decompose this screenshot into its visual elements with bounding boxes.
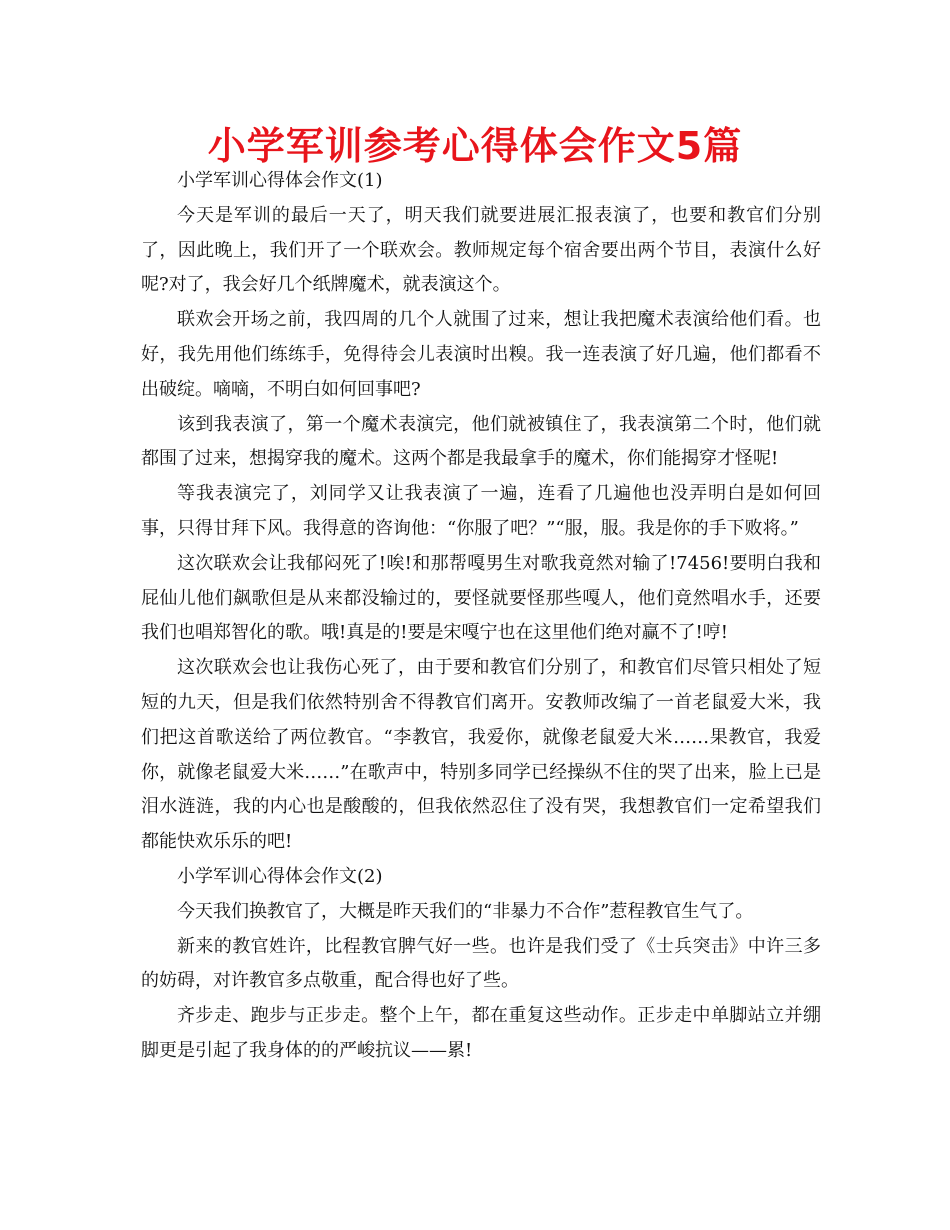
paragraph: 这次联欢会让我郁闷死了!唉!和那帮嘎男生对歌我竟然对输了!7456!要明白我和屁仙儿他们飙歌但是从来都没输过的，要怪就要怪那些嘎人，他们竟然唱水手，还要我们也唱郑智化的歌。哦!真是的!要是宋嘎宁也在这里他们绝对赢不了!哼! <box>141 552 821 644</box>
section-heading: 小学军训心得体会作文(2) <box>177 865 383 887</box>
paragraph: 等我表演完了，刘同学又让我表演了一遍，连看了几遍他也没弄明白是如何回事，只得甘拜下风。我得意的咨询他：“你服了吧？”“服，服。我是你的手下败将。” <box>141 483 821 539</box>
document-body <box>141 164 821 1069</box>
paragraph: 今天我们换教官了，大概是昨天我们的“非暴力不合作”惹程教官生气了。 <box>177 900 754 922</box>
paragraph: 这次联欢会也让我伤心死了，由于要和教官们分别了，和教官们尽管只相处了短短的九天，但是我们依然特别舍不得教官们离开。安教师改编了一首老鼠爱大米，我们把这首歌送给了两位教官。“李教官，我爱你，就像老鼠爱大米……果教官，我爱你，就像老鼠爱大米……”在歌声中，特别多同学已经操纵不住的哭了出来，脸上已是泪水涟涟，我的内心也是酸酸的，但我依然忍住了没有哭，我想教官们一定希望我们都能快欢乐乐的吧! <box>141 657 821 853</box>
section-heading: 小学军训心得体会作文(1) <box>177 170 383 191</box>
paragraph: 该到我表演了，第一个魔术表演完，他们就被镇住了，我表演第二个时，他们就都围了过来，想揭穿我的魔术。这两个都是我最拿手的魔术，你们能揭穿才怪呢! <box>141 413 821 470</box>
document-title: 小学军训参考心得体会作文5篇 <box>207 124 743 168</box>
paragraph: 今天是军训的最后一天了，明天我们就要进展汇报表演了，也要和教官们分别了，因此晚上，我们开了一个联欢会。教师规定每个宿舍要出两个节目，表演什么好呢?对了，我会好几个纸牌魔术，就表演这个。 <box>141 204 821 296</box>
paragraph: 齐步走、跑步与正步走。整个上午，都在重复这些动作。正步走中单脚站立并绷脚更是引起了我身体的的严峻抗议——累! <box>141 1005 821 1061</box>
paragraph: 新来的教官姓许，比程教官脾气好一些。也许是我们受了《士兵突击》中许三多的妨碍，对许教官多点敬重，配合得也好了些。 <box>141 935 821 992</box>
paragraph: 联欢会开场之前，我四周的几个人就围了过来，想让我把魔术表演给他们看。也好，我先用他们练练手，免得待会儿表演时出糗。我一连表演了好几遍，他们都看不出破绽。嘀嘀，不明白如何回事吧? <box>141 309 821 400</box>
